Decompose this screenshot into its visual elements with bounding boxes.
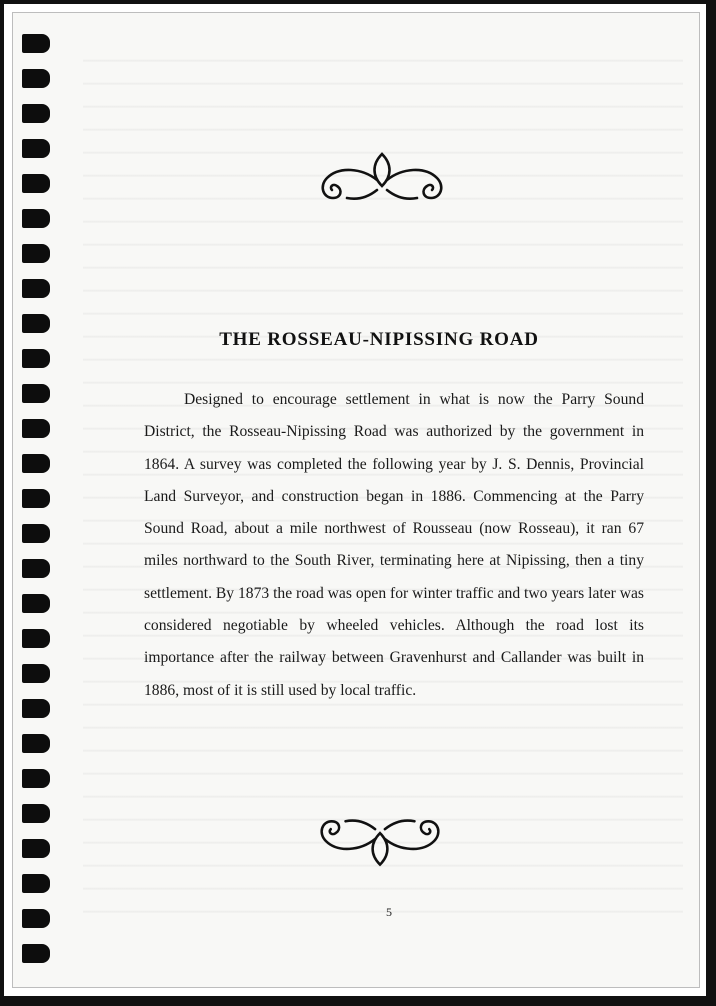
binding-ring bbox=[22, 734, 50, 753]
binding-ring bbox=[22, 804, 50, 823]
body-paragraph: Designed to encourage settlement in what is now the Parry Sound District, the Rosseau-Nipissing Road was authorized by the government in 1864. A survey was completed the following year by J. S. Dennis, Provincial Land Surveyor, and construction began in 1886. Commencing at the Parry Sound Road, about a mile northwest of Rousseau (now Rosseau), it ran 67 miles northward to the South River, terminating here at Nipissing, then a tiny settlement. By 1873 the road was open for winter traffic and two years later was considered negotiable by wheeled vehicles. Although the road lost its importance after the railway between Gravenhurst and Callander was built in 1886, most of it is still used by local traffic. bbox=[144, 391, 644, 699]
binding-ring bbox=[22, 664, 50, 683]
top-flourish-icon bbox=[317, 150, 447, 206]
binding-ring bbox=[22, 244, 50, 263]
binding-ring bbox=[22, 139, 50, 158]
binding-ring bbox=[22, 874, 50, 893]
binding-ring bbox=[22, 209, 50, 228]
binding-ring bbox=[22, 454, 50, 473]
page-title: THE ROSSEAU-NIPISSING ROAD bbox=[219, 329, 539, 350]
binding-ring bbox=[22, 909, 50, 928]
binding-ring bbox=[22, 769, 50, 788]
binding-ring bbox=[22, 419, 50, 438]
binding-ring bbox=[22, 944, 50, 963]
binding-ring bbox=[22, 559, 50, 578]
binding-ring bbox=[22, 314, 50, 333]
book-page bbox=[12, 12, 700, 988]
binding-ring bbox=[22, 594, 50, 613]
binding-ring bbox=[22, 489, 50, 508]
binding-ring bbox=[22, 839, 50, 858]
binding-ring bbox=[22, 174, 50, 193]
binding-ring bbox=[22, 349, 50, 368]
page-number: 5 bbox=[386, 905, 392, 919]
binding-ring bbox=[22, 384, 50, 403]
binding-ring bbox=[22, 629, 50, 648]
bottom-flourish-icon bbox=[316, 811, 444, 869]
binding-ring bbox=[22, 524, 50, 543]
spiral-binding bbox=[22, 34, 52, 984]
binding-ring bbox=[22, 104, 50, 123]
binding-ring bbox=[22, 699, 50, 718]
binding-ring bbox=[22, 279, 50, 298]
binding-ring bbox=[22, 34, 50, 53]
binding-ring bbox=[22, 69, 50, 88]
